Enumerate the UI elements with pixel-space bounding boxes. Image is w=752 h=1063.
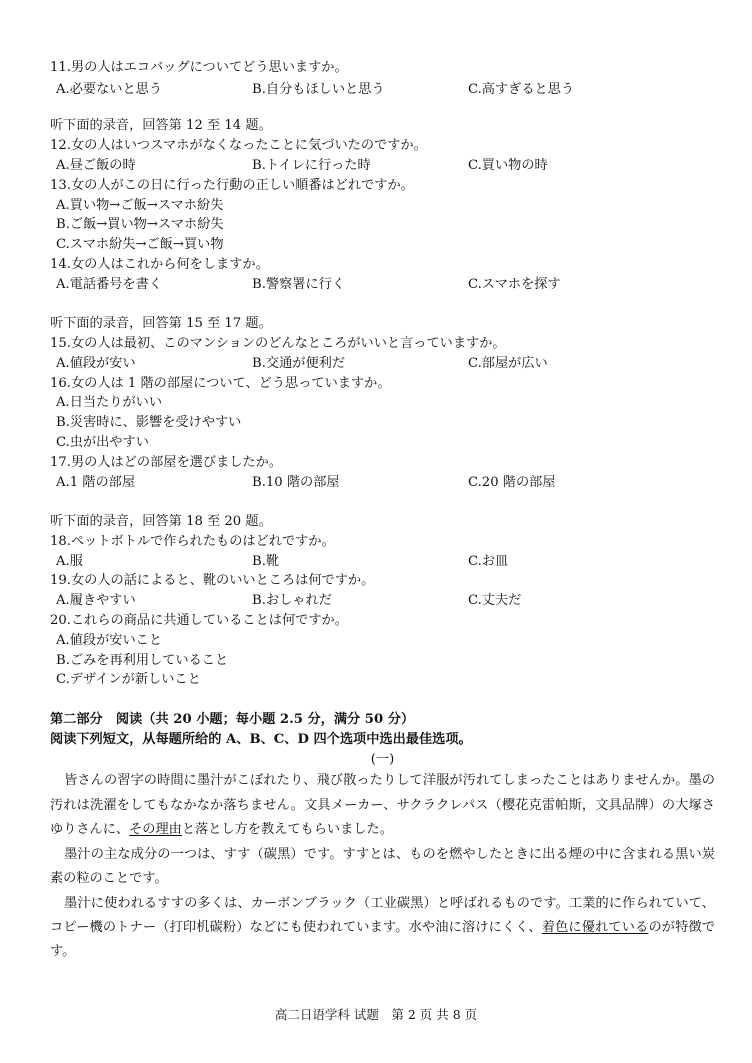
question-17-stem: 17.男の人はどの部屋を選びましたか。	[50, 454, 282, 470]
option-b: B.トイレに行った時	[252, 157, 371, 173]
underlined-phrase: その理由	[129, 822, 182, 838]
question-17-options	[50, 473, 715, 493]
question-14-stem: 14.女の人はこれから何をしますか。	[50, 256, 269, 272]
option-a: A.電話番号を書く	[56, 276, 163, 292]
option-c: C.虫が出やすい	[56, 434, 149, 450]
option-b: B.ご飯→買い物→スマホ紛失	[56, 217, 224, 233]
option-a: A.値段が安いこと	[56, 632, 163, 648]
option-c: C.部屋が広い	[468, 355, 548, 371]
option-b: B.靴	[252, 553, 280, 569]
question-18-stem: 18.ペットボトルで作られたものはどれですか。	[50, 533, 335, 549]
option-a: A.買い物→ご飯→スマホ紛失	[56, 197, 224, 213]
option-c: C.20 階の部屋	[468, 474, 556, 490]
option-c: C.お皿	[468, 553, 509, 569]
option-a: A.服	[56, 553, 83, 569]
option-b: B.おしゃれだ	[252, 593, 332, 609]
question-18-options	[50, 552, 715, 572]
option-a: A.昼ご飯の時	[56, 157, 136, 173]
option-b: B.警察署に行く	[252, 276, 346, 292]
question-16-stem: 16.女の人は 1 階の部屋について、どう思っていますか。	[50, 375, 391, 391]
question-15-options	[50, 354, 715, 374]
part-two-heading: 第二部分 阅读（共 20 小题；每小题 2.5 分，满分 50 分）	[50, 712, 415, 728]
option-c: C.買い物の時	[468, 157, 548, 173]
option-b: B.ごみを再利用していること	[56, 652, 229, 668]
question-12-options	[50, 156, 715, 176]
page-footer: 高二日语学科 试题 第 2 页 共 8 页	[274, 1007, 478, 1022]
option-b: B.自分もほしいと思う	[252, 81, 385, 97]
exam-page	[50, 58, 715, 965]
question-15-stem: 15.女の人は最初、このマンションのどんなところがいいと言っていますか。	[50, 335, 506, 351]
option-c: C.デザインが新しいこと	[56, 672, 201, 688]
passage-text: 墨汁の主な成分の一つは、すす（碳黑）です。すすとは、ものを燃やしたときに出る煙の中に含まれる黒い炭素の粒のことです。	[50, 846, 715, 887]
option-c: C.スマホ紛失→ご飯→買い物	[56, 237, 224, 253]
option-a: A.履きやすい	[56, 593, 136, 609]
question-20-stem: 20.これらの商品に共通していることは何ですか。	[50, 612, 348, 628]
option-c: C.高すぎると思う	[468, 81, 575, 97]
passage-paragraph-2	[50, 843, 715, 892]
passage-text: 皆さんの習字の時間に墨汁がこぼれたり、飛び散ったりして洋服が汚れてしまったことはありませんか。墨の汚れは洗濯をしてもなかなか落ちません。文具メーカー、サクラクレパス（樱花克雷帕斯，文具品牌）の大塚さゆりさんに、	[50, 773, 715, 838]
underlined-phrase: 着色に優れている	[541, 919, 649, 935]
question-19-stem: 19.女の人の話によると、靴のいいところは何ですか。	[50, 573, 375, 589]
option-c: C.丈夫だ	[468, 593, 522, 609]
option-b: B.災害時に、影響を受けやすい	[56, 415, 242, 431]
part-two-instruction: 阅读下列短文，从每题所给的 A、B、C、D 四个选项中选出最佳选项。	[50, 731, 472, 747]
section-instruction-18-20: 听下面的录音，回答第 18 至 20 题。	[50, 513, 272, 529]
option-a: A.1 階の部屋	[56, 474, 136, 490]
section-instruction-12-14: 听下面的录音，回答第 12 至 14 题。	[50, 118, 272, 134]
section-instruction-15-17: 听下面的录音，回答第 15 至 17 题。	[50, 316, 272, 332]
question-12-stem: 12.女の人はいつスマホがなくなったことに気づいたのですか。	[50, 138, 427, 154]
question-11-options	[50, 78, 715, 97]
passage-number: (一)	[370, 751, 395, 767]
option-b: B.10 階の部屋	[252, 474, 340, 490]
question-19-options	[50, 591, 715, 611]
option-a: A.必要ないと思う	[56, 81, 163, 97]
passage-text: 墨汁に使われるすすの多くは、カーボンブラック（工业碳黑）と呼ばれるものです。工業的に作られていて、コピー機のトナー（打印机碳粉）などにも使われています。水や油に溶けにくく、	[50, 895, 715, 935]
option-a: A.値段が安い	[56, 355, 136, 371]
passage-paragraph-3	[50, 892, 715, 965]
option-a: A.日当たりがいい	[56, 395, 163, 411]
passage-paragraph-1	[50, 769, 715, 842]
passage-text: のが特徴です。	[50, 919, 716, 960]
option-b: B.交通が便利だ	[252, 355, 346, 371]
option-c: C.スマホを探す	[468, 276, 561, 292]
question-11-stem: 11.男の人はエコバッグについてどう思いますか。	[50, 60, 348, 75]
passage-text: と落とし方を教えてもらいました。	[181, 822, 393, 838]
question-13-stem: 13.女の人がこの日に行った行動の正しい順番はどれですか。	[50, 177, 414, 193]
question-14-options	[50, 275, 715, 295]
